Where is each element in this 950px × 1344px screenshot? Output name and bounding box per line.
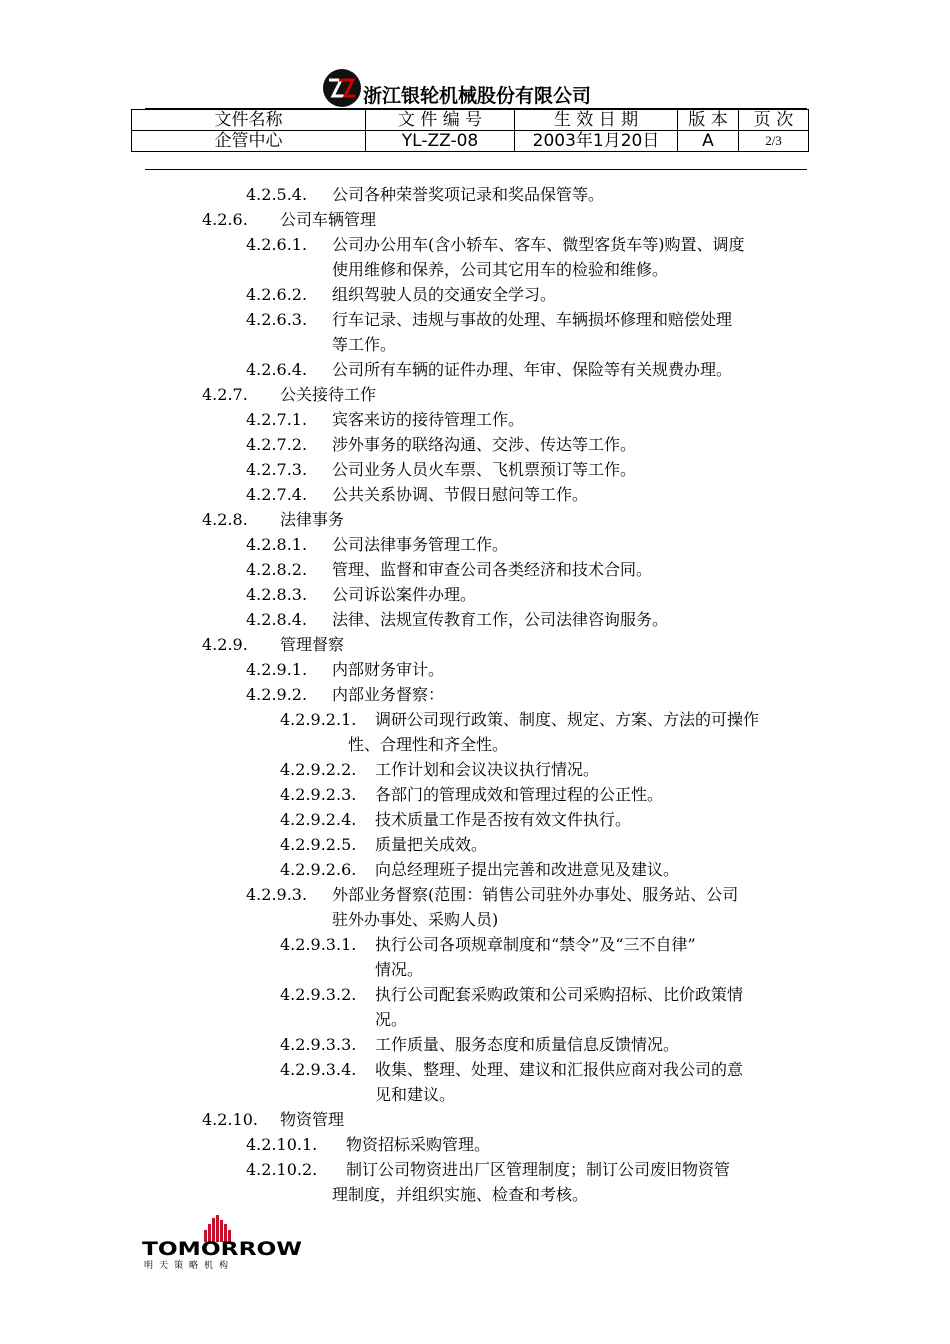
item-text: 公司办公用车(含小轿车、客车、微型客货车等)购置、调度	[332, 235, 745, 254]
item-number: 4.2.5.4.	[246, 185, 308, 204]
item-number: 4.2.9.2.5.	[280, 835, 357, 854]
item-text: 情况。	[375, 960, 424, 979]
item-text: 公司诉讼案件办理。	[332, 585, 477, 604]
item-number: 4.2.9.3.2.	[280, 985, 357, 1004]
item-number: 4.2.10.	[202, 1110, 258, 1129]
item-text: 涉外事务的联络沟通、交涉、传达等工作。	[332, 435, 637, 454]
item-number: 4.2.7.	[202, 385, 248, 404]
item-number: 4.2.8.	[202, 510, 248, 529]
item-number: 4.2.9.	[202, 635, 248, 654]
item-number: 4.2.9.3.1.	[280, 935, 357, 954]
label-effective-date: 生 效 日 期	[515, 110, 678, 131]
item-text: 工作质量、服务态度和质量信息反馈情况。	[375, 1035, 680, 1054]
item-number: 4.2.9.1.	[246, 660, 308, 679]
value-effective-date: 2003年1月20日	[515, 131, 678, 152]
info-value-row	[132, 131, 809, 152]
info-label-row	[132, 110, 809, 131]
item-text: 公司车辆管理	[280, 210, 377, 229]
item-number: 4.2.6.4.	[246, 360, 308, 379]
document-info-table	[131, 109, 809, 152]
item-text: 管理督察	[280, 635, 345, 654]
item-text: 使用维修和保养，公司其它用车的检验和维修。	[332, 260, 669, 279]
brand-name: TOMORROW	[142, 1238, 303, 1260]
item-number: 4.2.9.3.	[246, 885, 308, 904]
company-logo-icon	[323, 69, 361, 107]
item-number: 4.2.8.4.	[246, 610, 308, 629]
item-number: 4.2.9.2.1.	[280, 710, 357, 729]
label-page: 页 次	[739, 110, 809, 131]
item-text: 调研公司现行政策、制度、规定、方案、方法的可操作	[375, 710, 760, 729]
item-text: 公共关系协调、节假日慰问等工作。	[332, 485, 589, 504]
item-text: 公司所有车辆的证件办理、年审、保险等有关规费办理。	[332, 360, 733, 379]
item-text: 质量把关成效。	[375, 835, 488, 854]
item-text: 法律事务	[280, 510, 345, 529]
item-number: 4.2.6.1.	[246, 235, 308, 254]
tomorrow-logo-icon	[142, 1214, 304, 1270]
item-text: 公司各种荣誉奖项记录和奖品保管等。	[332, 185, 605, 204]
item-text: 公关接待工作	[280, 385, 377, 404]
item-text: 外部业务督察(范围：销售公司驻外办事处、服务站、公司	[332, 885, 739, 904]
value-version: A	[678, 131, 739, 152]
item-number: 4.2.6.2.	[246, 285, 308, 304]
item-text: 见和建议。	[375, 1085, 456, 1104]
item-number: 4.2.9.2.3.	[280, 785, 357, 804]
item-number: 4.2.9.2.	[246, 685, 308, 704]
brand-subtitle: 明天策略机构	[144, 1261, 235, 1270]
item-number: 4.2.7.3.	[246, 460, 308, 479]
item-number: 4.2.6.3.	[246, 310, 308, 329]
item-text: 驻外办事处、采购人员)	[332, 910, 499, 929]
item-text: 收集、整理、处理、建议和汇报供应商对我公司的意	[375, 1060, 744, 1079]
item-text: 各部门的管理成效和管理过程的公正性。	[375, 785, 664, 804]
item-text: 性、合理性和齐全性。	[348, 735, 509, 754]
item-text: 执行公司配套采购政策和公司采购招标、比价政策情	[375, 985, 744, 1004]
item-text: 向总经理班子提出完善和改进意见及建议。	[375, 860, 680, 879]
item-text: 物资管理	[280, 1110, 345, 1129]
item-text: 理制度，并组织实施、检查和考核。	[332, 1185, 589, 1204]
item-text: 管理、监督和审查公司各类经济和技术合同。	[332, 560, 653, 579]
label-file-name: 文件名称	[132, 110, 366, 131]
item-number: 4.2.10.2.	[246, 1160, 318, 1179]
item-text: 行车记录、违规与事故的处理、车辆损坏修理和赔偿处理	[332, 310, 733, 329]
item-text: 等工作。	[332, 335, 397, 354]
item-text: 执行公司各项规章制度和“禁令”及“三不自律”	[375, 935, 696, 954]
item-text: 内部业务督察：	[332, 685, 445, 704]
item-number: 4.2.10.1.	[246, 1135, 318, 1154]
label-version: 版 本	[678, 110, 739, 131]
item-number: 4.2.7.2.	[246, 435, 308, 454]
item-text: 宾客来访的接待管理工作。	[332, 410, 525, 429]
company-header	[323, 66, 591, 110]
company-name: 浙江银轮机械股份有限公司	[363, 84, 592, 107]
item-number: 4.2.8.1.	[246, 535, 308, 554]
item-text: 公司业务人员火车票、飞机票预订等工作。	[332, 460, 637, 479]
item-text: 法律、法规宣传教育工作，公司法律咨询服务。	[332, 610, 669, 629]
item-text: 组织驾驶人员的交通安全学习。	[332, 285, 557, 304]
header-bottom-rule	[145, 169, 807, 170]
item-text: 制订公司物资进出厂区管理制度；制订公司废旧物资管	[346, 1160, 731, 1179]
item-number: 4.2.6.	[202, 210, 248, 229]
item-text: 物资招标采购管理。	[346, 1135, 491, 1154]
footer-brand-logo	[142, 1214, 304, 1270]
item-number: 4.2.7.1.	[246, 410, 308, 429]
item-number: 4.2.9.2.4.	[280, 810, 357, 829]
item-number: 4.2.7.4.	[246, 485, 308, 504]
item-text: 况。	[375, 1010, 408, 1029]
value-file-name: 企管中心	[132, 131, 366, 152]
item-text: 公司法律事务管理工作。	[332, 535, 509, 554]
value-page: 2/3	[739, 131, 809, 152]
item-text: 工作计划和会议决议执行情况。	[375, 760, 600, 779]
item-number: 4.2.9.2.6.	[280, 860, 357, 879]
item-number: 4.2.8.2.	[246, 560, 308, 579]
item-text: 内部财务审计。	[332, 660, 445, 679]
value-file-number: YL-ZZ-08	[366, 131, 515, 152]
item-number: 4.2.9.2.2.	[280, 760, 357, 779]
page-header	[0, 0, 950, 180]
item-number: 4.2.9.3.4.	[280, 1060, 357, 1079]
label-file-number: 文 件 编 号	[366, 110, 515, 131]
item-text: 技术质量工作是否按有效文件执行。	[375, 810, 632, 829]
item-number: 4.2.8.3.	[246, 585, 308, 604]
item-number: 4.2.9.3.3.	[280, 1035, 357, 1054]
